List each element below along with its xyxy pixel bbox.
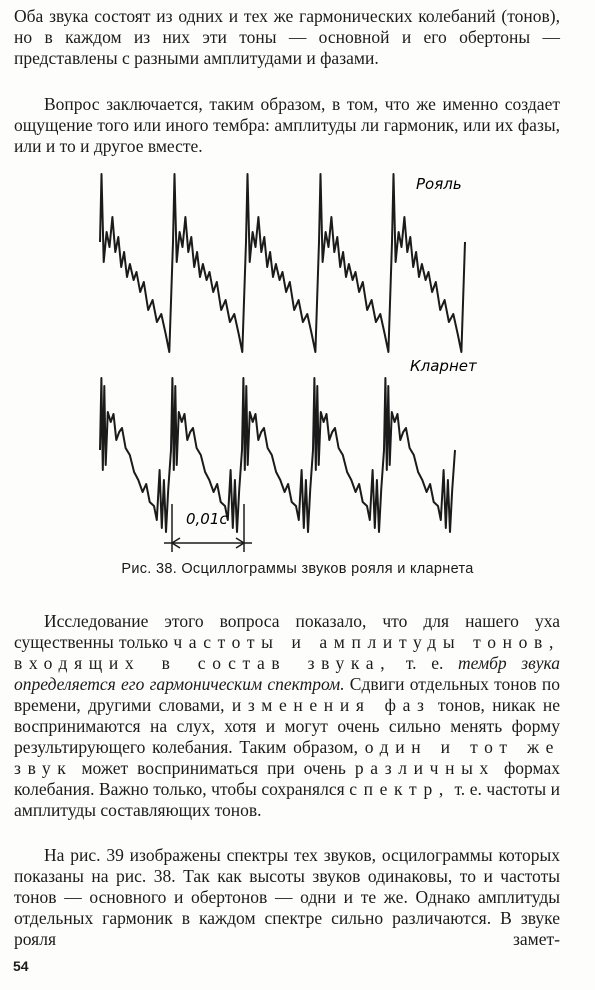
emphasis-spaced: различных xyxy=(354,758,495,778)
paragraph-intro: Оба звука состоят из одних и тех же гармонических колебаний (тонов), но в каждом из них эти тоны — основной и его обертоны — представлены с разными амплитудами и фазами. xyxy=(14,6,560,68)
paragraph-research xyxy=(14,611,560,821)
text-run: тонов, никак не воспринимаются на слух, хотя и могут очень сильно менять форму результирующего колебания. Таким образом, xyxy=(14,695,560,757)
text-run: формах колебания. Важно только, чтобы сохранялся xyxy=(14,758,560,799)
piano-waveform xyxy=(100,174,465,352)
text-run: т. е. xyxy=(391,653,458,673)
text-run: т. е. частоты и амплитуды составляющих тонов. xyxy=(14,779,560,820)
paragraph-question: Вопрос заключается, таким образом, в том, что же именно создает ощущение того или иного тембра: амплитуды ли гармоник, или их фазы, или и то и другое вместе. xyxy=(14,94,560,156)
emphasis-spaced: частоты и амплитуды тонов, входящих в состав звука, xyxy=(14,632,560,673)
emphasis-spaced: один и тот же звук xyxy=(14,737,560,778)
emphasis-spaced: спектр, xyxy=(349,779,450,799)
clarinet-label: Кларнет xyxy=(410,357,477,375)
text-run: Исследование этого вопроса показало, что для нашего уха существенны только xyxy=(14,611,560,652)
text-run: Сдвиги отдельных тонов по времени, другими словами, xyxy=(14,674,560,715)
piano-label: Рояль xyxy=(416,175,462,193)
emphasis-spaced: изменения фаз xyxy=(231,695,431,715)
page-number: 54 xyxy=(13,958,29,974)
paragraph-spectra: На рис. 39 изображены спектры тех звуков, осцилограммы которых показаны на рис. 38. Так как высоты звуков одинаковы, то и частоты тонов — основного и обертонов — одни и те же. Однако амплитуды отдельных гармоник в каждом спектре сильно различаются. В звуке рояля замет- xyxy=(14,845,560,949)
text-run: может восприниматься при очень xyxy=(72,758,355,778)
clarinet-waveform xyxy=(100,378,455,532)
figure-caption: Рис. 38. Осциллограммы звуков рояля и кларнета xyxy=(121,561,474,577)
time-scale-label: 0,01с xyxy=(186,510,228,528)
emphasis-italic: тембр звука определяется его гармоническим спектром. xyxy=(14,653,560,694)
oscillogram-figure xyxy=(0,160,595,555)
